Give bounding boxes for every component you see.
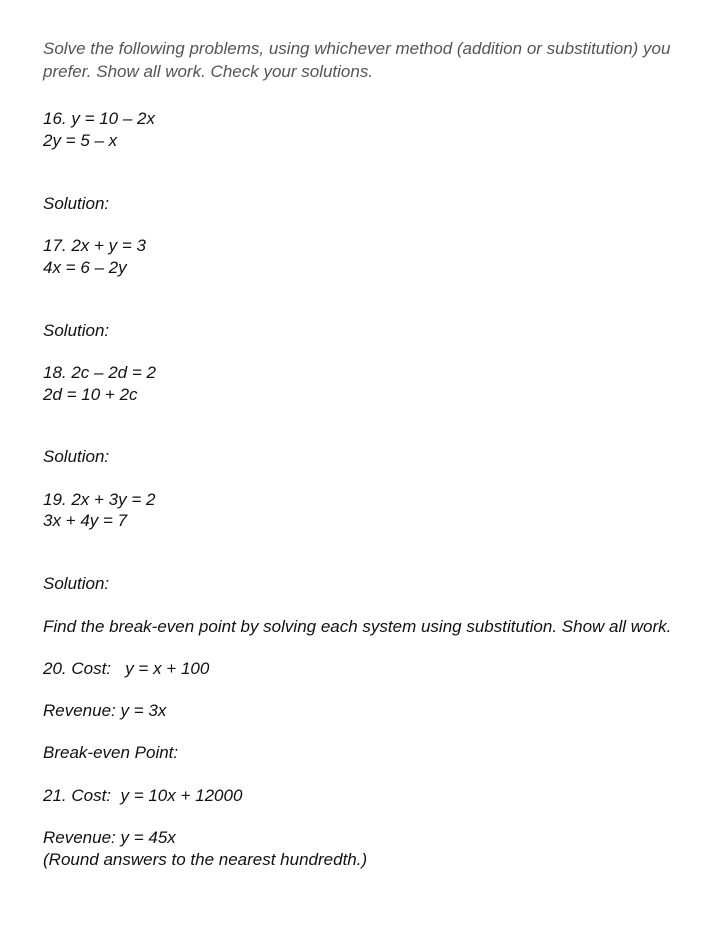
problem-19-solution-label: Solution:: [43, 574, 110, 593]
problem-21-cost: 21. Cost: y = 10x + 12000: [43, 786, 243, 805]
problem-17-equation-1: 17. 2x + y = 3: [43, 236, 147, 255]
breakeven-instructions: Find the break-even point by solving each system using substitution. Show all work.: [43, 617, 672, 636]
problem-18-equation-2: 2d = 10 + 2c: [43, 385, 138, 404]
problem-21-rounding-note: (Round answers to the nearest hundredth.): [43, 850, 368, 869]
problem-19-equation-2: 3x + 4y = 7: [43, 511, 128, 530]
problem-18-equation-1: 18. 2c – 2d = 2: [43, 363, 156, 382]
problem-17-equation-2: 4x = 6 – 2y: [43, 258, 127, 277]
problem-17-solution-label: Solution:: [43, 321, 110, 340]
problem-18-solution-label: Solution:: [43, 447, 110, 466]
problem-16-solution-label: Solution:: [43, 194, 110, 213]
problem-16-equation-1: 16. y = 10 – 2x: [43, 109, 155, 128]
instructions-line-1: Solve the following problems, using whichever method (addition or substitution) you: [43, 39, 671, 58]
problem-19-equation-1: 19. 2x + 3y = 2: [43, 490, 156, 509]
problem-20-breakeven-label: Break-even Point:: [43, 743, 179, 762]
problem-20-revenue: Revenue: y = 3x: [43, 701, 167, 720]
instructions-line-2: prefer. Show all work. Check your solutions.: [43, 62, 374, 81]
problem-21-revenue: Revenue: y = 45x: [43, 828, 176, 847]
problem-16-equation-2: 2y = 5 – x: [43, 131, 118, 150]
problem-20-cost: 20. Cost: y = x + 100: [43, 659, 210, 678]
